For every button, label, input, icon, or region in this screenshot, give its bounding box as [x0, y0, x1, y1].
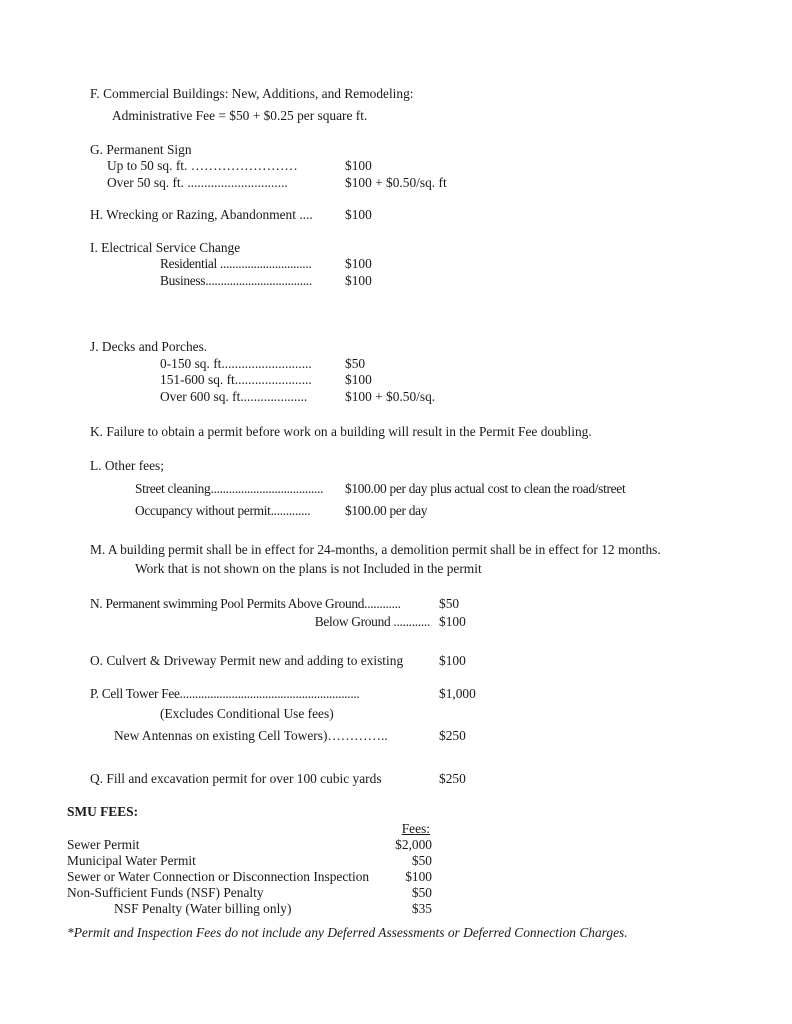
smu-fees-heading: SMU FEES: — [67, 804, 139, 819]
smu-row-fee: $50 — [411, 853, 432, 868]
section-g-row1-label: Up to 50 sq. ft. …………………… — [107, 158, 298, 173]
section-p-row2-fee: $250 — [439, 728, 466, 743]
section-p-row2-label: New Antennas on existing Cell Towers)………….. — [114, 728, 388, 743]
section-g-row2-fee: $100 + $0.50/sq. ft — [345, 175, 447, 190]
section-i-row1-label: Residential .............................. — [160, 256, 312, 271]
smu-row-fee: $50 — [411, 885, 432, 900]
section-n-row1-label: N. Permanent swimming Pool Permits Above Ground............ — [90, 596, 401, 611]
section-j-row3-label: Over 600 sq. ft.................... — [160, 389, 308, 404]
section-p-row1-label: P. Cell Tower Fee........................................................... — [90, 686, 360, 701]
section-q-fee: $250 — [439, 771, 466, 786]
section-p-note: (Excludes Conditional Use fees) — [160, 706, 334, 721]
section-l-row2-fee: $100.00 per day — [345, 503, 428, 518]
section-m-line1: M. A building permit shall be in effect for 24-months, a demolition permit shall be in effect for 12 months. — [90, 542, 661, 557]
section-l-row1-label: Street cleaning..................................... — [135, 481, 324, 496]
section-j-row3-fee: $100 + $0.50/sq. — [345, 389, 436, 404]
section-n-row2-label: Below Ground ............ — [314, 614, 430, 629]
section-i-row2-fee: $100 — [345, 273, 372, 288]
section-h-fee: $100 — [345, 207, 372, 222]
section-j-row1-fee: $50 — [345, 356, 366, 371]
section-g-row1-fee: $100 — [345, 158, 372, 173]
section-q-label: Q. Fill and excavation permit for over 100 cubic yards — [90, 771, 382, 786]
smu-row-label: Municipal Water Permit — [67, 853, 196, 868]
smu-row-label: Sewer or Water Connection or Disconnection Inspection — [67, 869, 370, 884]
section-g-title: G. Permanent Sign — [90, 142, 192, 157]
section-n-row1-fee: $50 — [439, 596, 460, 611]
smu-row-fee: $2,000 — [395, 837, 432, 852]
smu-row-label: Non-Sufficient Funds (NSF) Penalty — [67, 885, 264, 900]
section-m-line2: Work that is not shown on the plans is not Included in the permit — [135, 561, 482, 576]
section-f-admin-fee: Administrative Fee = $50 + $0.25 per square ft. — [112, 108, 368, 123]
section-h-label: H. Wrecking or Razing, Abandonment .... — [90, 207, 313, 222]
section-i-title: I. Electrical Service Change — [90, 240, 241, 255]
section-k-text: K. Failure to obtain a permit before work on a building will result in the Permit Fee doubling. — [90, 424, 592, 439]
smu-row-fee: $35 — [411, 901, 432, 916]
smu-fees-column-header: Fees: — [401, 821, 430, 836]
section-p-row1-fee: $1,000 — [439, 686, 476, 701]
section-l-row2-label: Occupancy without permit............. — [135, 503, 311, 518]
section-i-row2-label: Business................................... — [160, 273, 312, 288]
section-l-title: L. Other fees; — [90, 458, 164, 473]
section-f-title: F. Commercial Buildings: New, Additions, and Remodeling: — [90, 86, 414, 101]
section-n-row2-fee: $100 — [439, 614, 466, 629]
footnote: *Permit and Inspection Fees do not include any Deferred Assessments or Deferred Connection Charges. — [67, 925, 628, 940]
section-o-label: O. Culvert & Driveway Permit new and adding to existing — [90, 653, 404, 668]
smu-row-fee: $100 — [405, 869, 432, 884]
section-j-row2-fee: $100 — [345, 372, 372, 387]
section-j-row2-label: 151-600 sq. ft....................... — [160, 372, 312, 387]
section-j-title: J. Decks and Porches. — [90, 339, 208, 354]
section-j-row1-label: 0-150 sq. ft........................... — [160, 356, 312, 371]
section-i-row1-fee: $100 — [345, 256, 372, 271]
smu-row-label: NSF Penalty (Water billing only) — [114, 901, 292, 916]
section-g-row2-label: Over 50 sq. ft. .............................. — [107, 175, 288, 190]
smu-row-label: Sewer Permit — [67, 837, 140, 852]
section-o-fee: $100 — [439, 653, 466, 668]
section-l-row1-fee: $100.00 per day plus actual cost to clean the road/street — [345, 481, 626, 496]
